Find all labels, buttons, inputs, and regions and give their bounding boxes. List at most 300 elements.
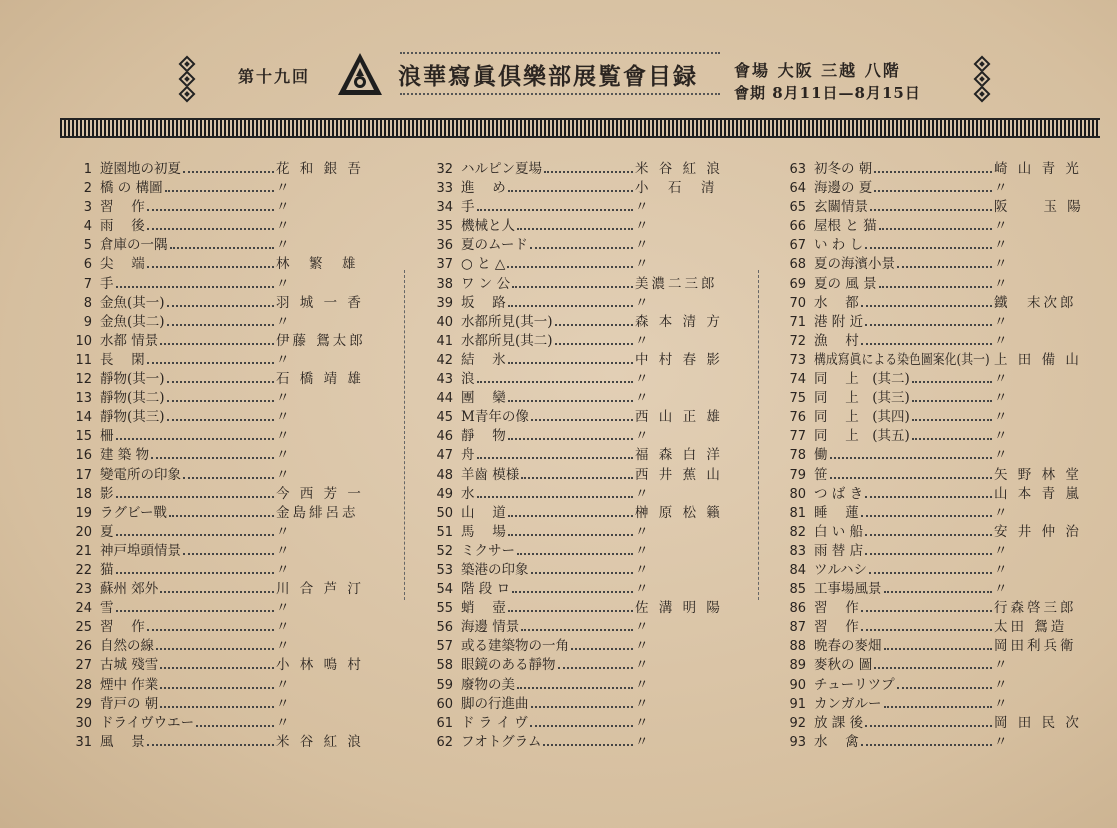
- entry-author: 〃: [994, 542, 1011, 559]
- dot-leader: [521, 629, 633, 631]
- entry-number: 55: [436, 601, 453, 617]
- entry-title: 坂 路: [461, 294, 506, 311]
- entry-number: 34: [436, 200, 453, 216]
- catalog-entry: [64, 427, 384, 446]
- entry-number: 92: [789, 715, 806, 731]
- dot-leader: [116, 610, 274, 612]
- column-divider: [404, 270, 405, 600]
- dot-leader: [508, 190, 633, 192]
- catalog-entry: [64, 236, 384, 255]
- entry-author: 花 和 銀 吾: [276, 161, 364, 177]
- entry-number: 5: [83, 238, 92, 254]
- entry-title: 放 課 後: [814, 714, 864, 731]
- entry-number: 58: [436, 658, 453, 674]
- entry-title: 階 段 ロ: [461, 581, 511, 598]
- entry-author: 〃: [276, 676, 293, 693]
- entry-author: 〃: [276, 409, 293, 426]
- entry-title: ツルハシ: [814, 561, 868, 578]
- entry-number: 65: [789, 200, 806, 216]
- catalog-entry: [64, 370, 384, 389]
- entry-title: 水: [461, 485, 475, 502]
- entry-title: 長 閑: [100, 351, 145, 368]
- dot-leader: [167, 419, 274, 421]
- entry-number: 91: [789, 696, 806, 712]
- entry-author: 〃: [994, 504, 1011, 521]
- entry-title: 變電所の印象: [100, 466, 181, 483]
- entry-title: 初冬の 朝: [814, 161, 873, 177]
- period-label: 會期 8月11日—8月15日: [734, 84, 921, 102]
- entry-title: ハルピン夏場: [461, 161, 542, 177]
- entry-number: 45: [436, 410, 453, 426]
- entry-author: 〃: [994, 275, 1011, 292]
- entry-number: 18: [75, 486, 92, 502]
- entry-number: 88: [789, 639, 806, 655]
- dot-leader: [517, 228, 633, 230]
- entry-author: 〃: [635, 371, 652, 388]
- entry-author: 〃: [276, 466, 293, 483]
- dot-leader: [477, 209, 633, 211]
- entry-author: 〃: [994, 657, 1011, 674]
- entry-author: 森 本 清 方: [635, 313, 723, 330]
- entry-number: 25: [75, 620, 92, 636]
- entry-number: 38: [436, 276, 453, 292]
- entry-author: 林 繁 雄: [276, 256, 359, 273]
- entry-author: 〃: [994, 218, 1011, 235]
- dot-leader: [531, 419, 633, 421]
- entry-title: フオトグラム: [461, 733, 542, 750]
- dot-leader: [477, 381, 633, 383]
- entry-author: 〃: [635, 561, 652, 578]
- entry-title: 古城 殘雪: [100, 657, 159, 674]
- entry-title: 脚の行進曲: [461, 695, 529, 712]
- catalog-entry: [425, 485, 745, 504]
- entry-title: ○ と △: [461, 256, 506, 273]
- dot-leader: [865, 553, 992, 555]
- catalog-entry: [425, 637, 745, 656]
- catalog-entry: [64, 656, 384, 675]
- entry-author: 〃: [276, 714, 293, 731]
- entry-title: 睡 蓮: [814, 504, 859, 521]
- catalog-entry: [778, 656, 1098, 675]
- catalog-entry: [778, 733, 1098, 752]
- catalog-entry: [778, 466, 1098, 485]
- diamond-ornament-icon: [974, 86, 991, 103]
- entry-author: 米 谷 紅 浪: [276, 733, 364, 750]
- catalog-entry: [425, 542, 745, 561]
- dot-leader: [508, 305, 633, 307]
- entry-number: 53: [436, 562, 453, 578]
- entry-title: 海邊 情景: [461, 619, 520, 636]
- entry-number: 76: [789, 410, 806, 426]
- entry-number: 54: [436, 582, 453, 598]
- entry-title: 遊園地の初夏: [100, 161, 181, 177]
- entry-author: 〃: [635, 390, 652, 407]
- entry-author: 太田 鴛造: [994, 619, 1068, 636]
- dot-leader: [116, 496, 274, 498]
- entry-number: 75: [789, 391, 806, 407]
- entry-number: 14: [75, 410, 92, 426]
- entry-author: 〃: [276, 561, 293, 578]
- entry-author: 〃: [635, 237, 652, 254]
- dot-leader: [183, 171, 274, 173]
- dot-leader: [160, 706, 274, 708]
- dot-leader: [147, 209, 274, 211]
- dot-leader: [865, 324, 992, 326]
- entry-number: 37: [436, 257, 453, 273]
- entry-title: 團 欒: [461, 390, 506, 407]
- dot-leader: [147, 228, 274, 230]
- entry-title: 背戸の 朝: [100, 695, 159, 712]
- entry-author: 矢 野 林 堂: [994, 466, 1082, 483]
- dot-leader: [869, 572, 992, 574]
- entry-title: 馬 場: [461, 523, 506, 540]
- entry-number: 82: [789, 524, 806, 540]
- dot-leader: [508, 534, 633, 536]
- dot-leader: [156, 648, 274, 650]
- entry-number: 1: [83, 162, 92, 177]
- entry-number: 3: [83, 200, 92, 216]
- entry-title: 羊齒 模様: [461, 466, 520, 483]
- dot-leader: [830, 477, 992, 479]
- entry-title: 夏: [100, 523, 114, 540]
- entry-author: 〃: [276, 218, 293, 235]
- dot-leader: [169, 515, 274, 517]
- catalog-entry: [425, 236, 745, 255]
- entry-author: 〃: [994, 561, 1011, 578]
- dot-leader: [912, 419, 992, 421]
- entry-author: 中 村 春 影: [635, 351, 723, 368]
- entry-number: 24: [75, 601, 92, 617]
- entry-number: 77: [789, 429, 806, 445]
- catalog-entry: [425, 275, 745, 294]
- catalog-entry: [778, 561, 1098, 580]
- entry-author: 〃: [635, 676, 652, 693]
- dot-leader: [116, 572, 274, 574]
- entry-title: チューリツプ: [814, 676, 895, 693]
- entry-title: 水 禽: [814, 733, 859, 750]
- entry-author: 福 森 白 洋: [635, 447, 723, 464]
- entry-author: 〃: [635, 332, 652, 349]
- entry-author: 〃: [635, 657, 652, 674]
- entry-author: 岡田利兵衛: [994, 638, 1077, 655]
- entry-title: 水 都: [814, 294, 859, 311]
- entry-title: 神戸埠頭情景: [100, 542, 181, 559]
- entry-number: 86: [789, 601, 806, 617]
- entry-author: 美濃二三郎: [635, 275, 718, 292]
- entry-number: 74: [789, 372, 806, 388]
- entry-number: 60: [436, 696, 453, 712]
- entry-author: 〃: [635, 428, 652, 445]
- dot-leader: [861, 515, 992, 517]
- dot-leader: [160, 667, 274, 669]
- catalog-entry: [778, 599, 1098, 618]
- entry-title: 水都所見(其一): [461, 313, 553, 330]
- catalog-entry: [778, 618, 1098, 637]
- dot-leader: [116, 286, 274, 288]
- entry-author: 〃: [276, 600, 293, 617]
- catalog-entry: [64, 179, 384, 198]
- catalog-entry: [425, 676, 745, 695]
- catalog-entry: [778, 504, 1098, 523]
- catalog-entry: [778, 485, 1098, 504]
- dot-leader: [147, 362, 274, 364]
- entry-title: 白 い 船: [814, 523, 864, 540]
- entry-title: 橋 の 構圖: [100, 180, 163, 197]
- catalog-entry: [778, 236, 1098, 255]
- catalog-entry: [64, 294, 384, 313]
- entry-title: 海邊の 夏: [814, 180, 873, 197]
- entry-number: 66: [789, 219, 806, 235]
- dot-leader: [879, 286, 992, 288]
- catalog-entry: [778, 179, 1098, 198]
- entry-author: 金島緋呂志: [276, 504, 359, 521]
- entry-number: 41: [436, 333, 453, 349]
- dot-leader: [865, 725, 992, 727]
- entry-title: 金魚(其二): [100, 313, 165, 330]
- entry-title: カンガルー: [814, 695, 882, 712]
- catalog-entry: [425, 695, 745, 714]
- entry-author: 〃: [635, 199, 652, 216]
- entry-number: 85: [789, 582, 806, 598]
- dot-leader: [512, 286, 633, 288]
- catalog-entry: [425, 217, 745, 236]
- catalog-entry: [425, 599, 745, 618]
- entry-number: 42: [436, 352, 453, 368]
- entry-author: 〃: [994, 447, 1011, 464]
- catalog-entry: [64, 637, 384, 656]
- entry-author: 〃: [276, 237, 293, 254]
- dot-leader: [531, 706, 633, 708]
- entry-author: 〃: [994, 409, 1011, 426]
- entry-author: 〃: [276, 275, 293, 292]
- entry-number: 48: [436, 467, 453, 483]
- entry-number: 30: [75, 715, 92, 731]
- entry-title: 習 作: [100, 199, 145, 216]
- catalog-entry: [425, 179, 745, 198]
- dot-leader: [897, 266, 992, 268]
- entry-number: 20: [75, 524, 92, 540]
- entry-title: 靜物(其一): [100, 371, 165, 388]
- entry-title: 構成寫眞による染色圖案化(其一): [814, 351, 990, 368]
- dot-leader: [508, 400, 633, 402]
- entry-title: 蛸 壺: [461, 600, 506, 617]
- entry-title: 工事場風景: [814, 581, 882, 598]
- catalog-entry: [64, 504, 384, 523]
- dot-leader: [912, 400, 992, 402]
- catalog-entry: [778, 294, 1098, 313]
- entry-title: ワ ン 公: [461, 275, 511, 292]
- entry-author: 羽 城 一 香: [276, 294, 364, 311]
- catalog-entry: [64, 695, 384, 714]
- catalog-entry: [64, 580, 384, 599]
- entry-author: 〃: [276, 199, 293, 216]
- entry-author: 〃: [276, 523, 293, 540]
- catalog-entry: [64, 542, 384, 561]
- dot-leader: [183, 553, 274, 555]
- entry-number: 15: [75, 429, 92, 445]
- entry-number: 36: [436, 238, 453, 254]
- dot-leader: [571, 648, 633, 650]
- dot-leader: [165, 190, 274, 192]
- catalog-entry: [778, 351, 1098, 370]
- entry-title: 或る建築物の一角: [461, 638, 569, 655]
- entry-title: 築港の印象: [461, 561, 529, 578]
- entry-author: 〃: [994, 332, 1011, 349]
- entry-number: 83: [789, 543, 806, 559]
- dot-leader: [861, 305, 992, 307]
- entry-title: 習 作: [814, 600, 859, 617]
- entry-author: 安 井 仲 治: [994, 523, 1082, 540]
- catalog-entry: [778, 676, 1098, 695]
- dot-leader: [508, 610, 633, 612]
- dot-leader: [884, 706, 992, 708]
- catalog-entry: [778, 332, 1098, 351]
- catalog-entry: [64, 255, 384, 274]
- decorative-band: [60, 118, 1100, 138]
- entry-author: 〃: [276, 351, 293, 368]
- dot-leader: [116, 534, 274, 536]
- catalog-entry: [425, 466, 745, 485]
- entry-author: 〃: [635, 581, 652, 598]
- entry-author: 石 橋 靖 雄: [276, 371, 364, 388]
- catalog-entry: [64, 351, 384, 370]
- entry-number: 84: [789, 562, 806, 578]
- entry-number: 40: [436, 314, 453, 330]
- entry-title: 晩春の麥畑: [814, 638, 882, 655]
- entry-title: 浪: [461, 371, 475, 388]
- catalog-entry: [64, 599, 384, 618]
- entry-author: 小 林 鳴 村: [276, 657, 364, 674]
- entry-author: 上 田 備 山: [994, 351, 1082, 368]
- entry-title: ミクサー: [461, 542, 515, 559]
- entry-author: 〃: [994, 428, 1011, 445]
- dot-leader: [147, 629, 274, 631]
- catalog-entry: [778, 217, 1098, 236]
- catalog-entry: [425, 198, 745, 217]
- entry-author: 〃: [635, 695, 652, 712]
- entry-title: 尖 端: [100, 256, 145, 273]
- entry-number: 70: [789, 295, 806, 311]
- dot-leader: [160, 687, 274, 689]
- entry-number: 50: [436, 505, 453, 521]
- entry-author: 〃: [994, 313, 1011, 330]
- dot-leader: [861, 343, 992, 345]
- entry-author: 今 西 芳 一: [276, 485, 364, 502]
- dot-leader: [151, 457, 274, 459]
- entry-number: 87: [789, 620, 806, 636]
- dot-leader: [884, 648, 992, 650]
- entry-title: 習 作: [100, 619, 145, 636]
- entry-title: 麥秋の 圖: [814, 657, 873, 674]
- entry-author: 〃: [635, 256, 652, 273]
- catalog-entry: [425, 561, 745, 580]
- dot-leader: [879, 228, 992, 230]
- entry-number: 90: [789, 677, 806, 693]
- entry-title: 雪: [100, 600, 114, 617]
- entry-title: ド ラ イ ヴ: [461, 714, 528, 731]
- entry-number: 22: [75, 562, 92, 578]
- dot-leader: [874, 667, 992, 669]
- dot-leader: [543, 744, 633, 746]
- exhibition-number: 第十九回: [238, 67, 311, 86]
- entry-title: 屋根 と 猫: [814, 218, 877, 235]
- dot-leader: [830, 457, 992, 459]
- entry-number: 28: [75, 677, 92, 693]
- entry-title: 雨 後: [100, 218, 145, 235]
- entry-author: 崎 山 青 光: [994, 161, 1082, 177]
- catalog-entry: [425, 255, 745, 274]
- entry-author: 〃: [276, 619, 293, 636]
- entry-number: 32: [436, 162, 453, 177]
- entry-title: 漁 村: [814, 332, 859, 349]
- dot-leader: [183, 477, 274, 479]
- entry-title: 蘇州 郊外: [100, 581, 159, 598]
- catalog-entry: [425, 733, 745, 752]
- catalog-entry: [425, 714, 745, 733]
- entry-number: 63: [789, 162, 806, 177]
- entry-number: 2: [83, 181, 92, 197]
- title-rule-top: [400, 52, 720, 54]
- entry-title: 結 氷: [461, 351, 506, 368]
- entry-title: 廢物の美: [461, 676, 515, 693]
- catalog-entry: [425, 523, 745, 542]
- entry-number: 19: [75, 505, 92, 521]
- entry-number: 10: [75, 333, 92, 349]
- dot-leader: [555, 324, 633, 326]
- entry-number: 27: [75, 658, 92, 674]
- catalog-entry: [778, 714, 1098, 733]
- catalog-entry: [778, 198, 1098, 217]
- entry-number: 17: [75, 467, 92, 483]
- dot-leader: [477, 457, 633, 459]
- entry-number: 8: [83, 295, 92, 311]
- entry-author: 岡 田 民 次: [994, 714, 1082, 731]
- dot-leader: [531, 572, 633, 574]
- entry-title: 夏のムード: [461, 237, 528, 254]
- entry-author: 川 合 芦 汀: [276, 581, 364, 598]
- entry-author: 山 本 青 嵐: [994, 485, 1082, 502]
- catalog-entry: [64, 561, 384, 580]
- catalog-entry: [64, 466, 384, 485]
- catalog-entry: [425, 504, 745, 523]
- dot-leader: [870, 209, 992, 211]
- entry-author: 〃: [635, 294, 652, 311]
- entry-title: 笹: [814, 466, 828, 483]
- entry-number: 72: [789, 333, 806, 349]
- entry-number: 13: [75, 391, 92, 407]
- entry-number: 21: [75, 543, 92, 559]
- entry-title: M青年の像: [461, 409, 529, 426]
- dot-leader: [508, 515, 633, 517]
- entry-title: 倉庫の一隅: [100, 237, 168, 254]
- venue-label: 會場 大阪 三越 八階: [734, 61, 901, 80]
- entry-number: 56: [436, 620, 453, 636]
- entry-number: 7: [83, 276, 92, 292]
- dot-leader: [517, 553, 633, 555]
- catalog-entry: [778, 370, 1098, 389]
- entry-author: 〃: [994, 695, 1011, 712]
- entry-number: 16: [75, 448, 92, 464]
- catalog-entry: [64, 408, 384, 427]
- catalog-entry: [778, 580, 1098, 599]
- catalog-column-1: [64, 160, 384, 752]
- entry-author: 〃: [635, 523, 652, 540]
- catalog-header: [0, 40, 1117, 110]
- dot-leader: [167, 305, 274, 307]
- entry-number: 69: [789, 276, 806, 292]
- catalog-entry: [64, 389, 384, 408]
- entry-author: 〃: [635, 714, 652, 731]
